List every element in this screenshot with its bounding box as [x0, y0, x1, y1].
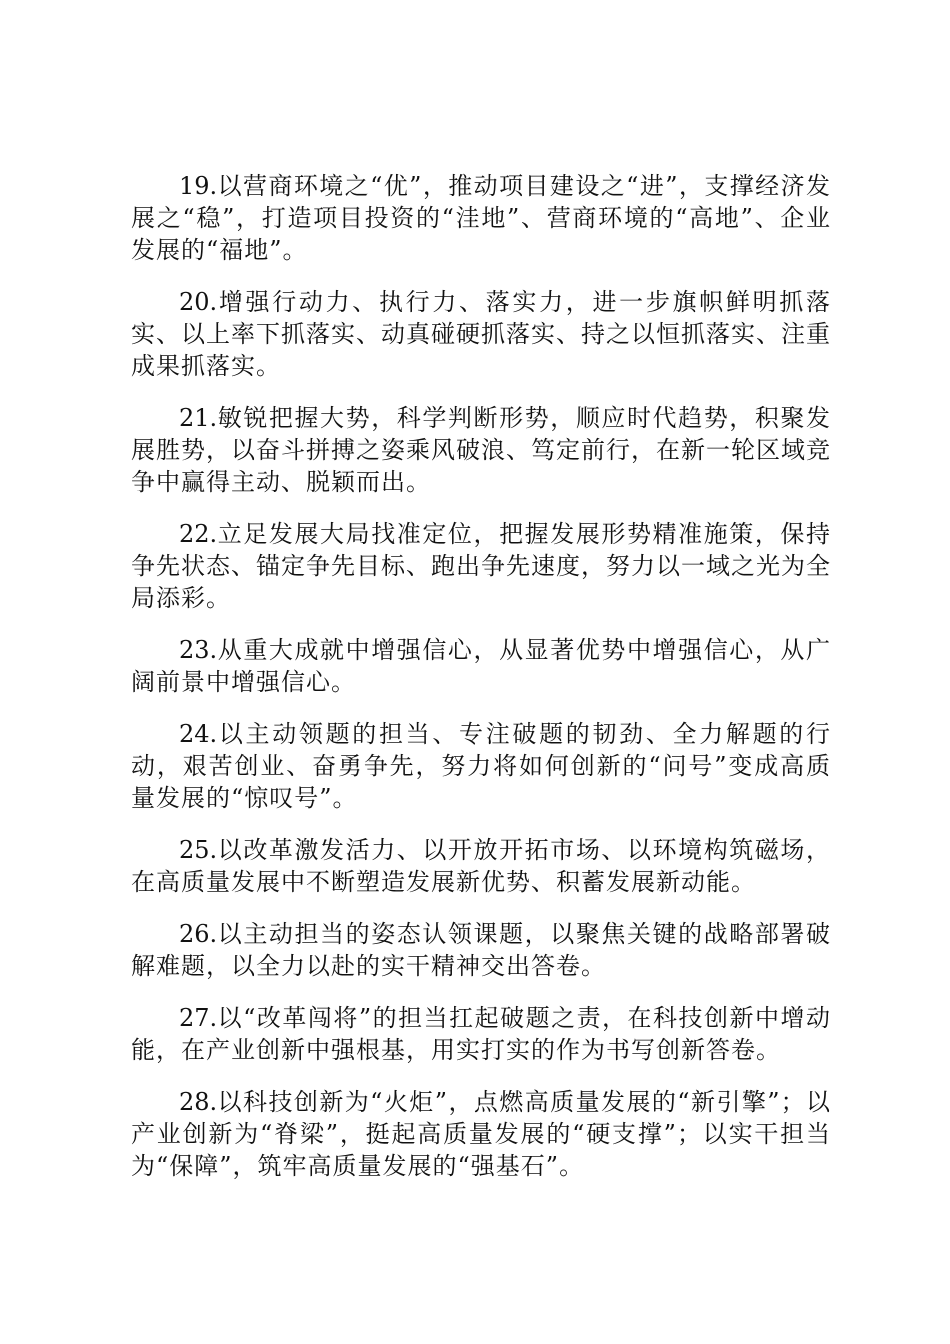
paragraph-28: [131, 1086, 831, 1182]
paragraph-number: 25.: [179, 836, 218, 864]
paragraph-text: 以营商环境之“优”，推动项目建设之“进”，支撑经济发展之“稳”，打造项目投资的“洼地”、营商环境的“高地”、企业发展的“福地”。: [131, 172, 831, 264]
paragraph-number: 19.: [179, 172, 218, 200]
document-body: [131, 170, 831, 1202]
paragraph-23: [131, 634, 831, 698]
paragraph-number: 28.: [179, 1088, 218, 1116]
paragraph-20: [131, 286, 831, 382]
paragraph-number: 20.: [179, 288, 218, 316]
paragraph-text: 以科技创新为“火炬”，点燃高质量发展的“新引擎”；以产业创新为“脊梁”，挺起高质量发展的“硬支撑”；以实干担当为“保障”，筑牢高质量发展的“强基石”。: [131, 1088, 831, 1180]
paragraph-27: [131, 1002, 831, 1066]
paragraph-text: 增强行动力、执行力、落实力，进一步旗帜鲜明抓落实、以上率下抓落实、动真碰硬抓落实、持之以恒抓落实、注重成果抓落实。: [131, 288, 831, 380]
paragraph-number: 23.: [179, 636, 218, 664]
paragraph-text: 以“改革闯将”的担当扛起破题之责，在科技创新中增动能，在产业创新中强根基，用实打实的作为书写创新答卷。: [131, 1004, 831, 1064]
paragraph-number: 24.: [179, 720, 218, 748]
paragraph-21: [131, 402, 831, 498]
paragraph-19: [131, 170, 831, 266]
paragraph-24: [131, 718, 831, 814]
paragraph-26: [131, 918, 831, 982]
paragraph-number: 26.: [179, 920, 218, 948]
paragraph-text: 以改革激发活力、以开放开拓市场、以环境构筑磁场，在高质量发展中不断塑造发展新优势、积蓄发展新动能。: [131, 836, 831, 896]
paragraph-25: [131, 834, 831, 898]
paragraph-text: 以主动担当的姿态认领课题，以聚焦关键的战略部署破解难题，以全力以赴的实干精神交出答卷。: [131, 920, 831, 980]
paragraph-text: 敏锐把握大势，科学判断形势，顺应时代趋势，积聚发展胜势，以奋斗拼搏之姿乘风破浪、笃定前行，在新一轮区域竞争中赢得主动、脱颖而出。: [131, 404, 831, 496]
paragraph-text: 从重大成就中增强信心，从显著优势中增强信心，从广阔前景中增强信心。: [131, 636, 831, 696]
paragraph-22: [131, 518, 831, 614]
paragraph-number: 27.: [179, 1004, 218, 1032]
paragraph-text: 立足发展大局找准定位，把握发展形势精准施策，保持争先状态、锚定争先目标、跑出争先速度，努力以一域之光为全局添彩。: [131, 520, 831, 612]
paragraph-number: 21.: [179, 404, 218, 432]
paragraph-number: 22.: [179, 520, 218, 548]
paragraph-text: 以主动领题的担当、专注破题的韧劲、全力解题的行动，艰苦创业、奋勇争先，努力将如何创新的“问号”变成高质量发展的“惊叹号”。: [131, 720, 831, 812]
